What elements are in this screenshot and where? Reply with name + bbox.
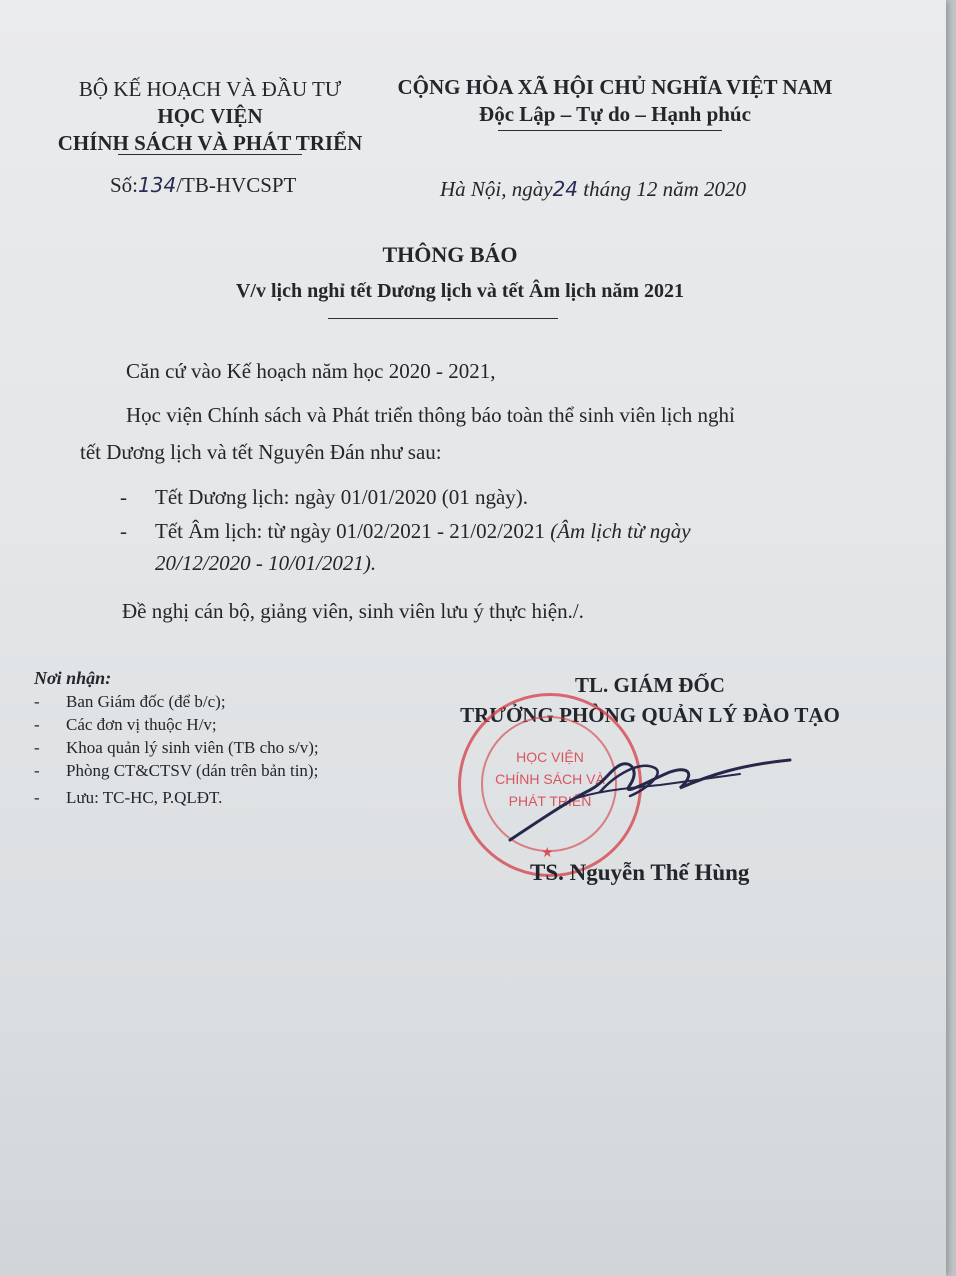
header-right — [380, 74, 850, 128]
nation-name: CỘNG HÒA XÃ HỘI CHỦ NGHĨA VIỆT NAM — [397, 75, 833, 99]
lunar-calendar-range: 20/12/2020 - 10/01/2021). — [155, 551, 377, 575]
document-title: THÔNG BÁO — [382, 242, 518, 267]
list-item-lunar-new-year — [155, 516, 691, 546]
recipient-item: - Lưu: TC-HC, P.QLĐT. — [34, 788, 223, 807]
date-day-handwritten: 24 — [552, 177, 579, 201]
subject-underline — [328, 318, 558, 319]
header-left-underline — [118, 154, 302, 155]
national-motto: Độc Lập – Tự do – Hạnh phúc — [479, 102, 751, 126]
date-prefix: Hà Nội, ngày — [440, 177, 553, 201]
recipients-list — [34, 690, 319, 809]
handwritten-signature — [480, 730, 800, 860]
seal-star-icon: ★ — [541, 844, 554, 860]
lunar-calendar-note: (Âm lịch từ ngày — [550, 519, 691, 543]
recipients-heading: Nơi nhận: — [34, 668, 112, 688]
signature-role-head: TRƯỞNG PHÒNG QUẢN LÝ ĐÀO TẠO — [460, 703, 840, 727]
institute-name: HỌC VIỆN — [157, 104, 263, 128]
list-item-solar-new-year: Tết Dương lịch: ngày 01/01/2020 (01 ngày). — [155, 485, 529, 509]
ministry-name: BỘ KẾ HOẠCH VÀ ĐẦU TƯ — [78, 77, 342, 101]
signatory-name: TS. Nguyễn Thế Hùng — [530, 860, 750, 885]
seal-line-2: CHÍNH SÁCH VÀ — [495, 771, 605, 787]
header-left — [40, 76, 380, 157]
number-handwritten: 134 — [138, 173, 177, 197]
date-suffix: tháng 12 năm 2020 — [583, 177, 747, 201]
issue-date — [440, 176, 746, 203]
recipients-block — [34, 666, 319, 809]
institute-full-name: CHÍNH SÁCH VÀ PHÁT TRIỂN — [57, 131, 363, 155]
motto-underline — [498, 130, 722, 131]
number-suffix: /TB-HVCSPT — [176, 173, 297, 197]
seal-line-1: HỌC VIỆN — [516, 749, 584, 765]
document-number — [110, 172, 296, 199]
recipient-item: - Ban Giám đốc (để b/c); — [34, 692, 226, 711]
list-dash-2: - — [120, 519, 127, 543]
recipient-item: - Các đơn vị thuộc H/v; — [34, 715, 217, 734]
seal-line-3: PHÁT TRIỂN — [508, 793, 592, 809]
body-closing: Đề nghị cán bộ, giảng viên, sinh viên lưu ý thực hiện./. — [122, 599, 584, 623]
list-dash-1: - — [120, 485, 127, 509]
body-para-basis: Căn cứ vào Kế hoạch năm học 2020 - 2021, — [126, 359, 496, 383]
body-para-announce-line1: Học viện Chính sách và Phát triển thông báo toàn thể sinh viên lịch nghỉ — [126, 403, 735, 427]
number-prefix: Số: — [110, 173, 139, 197]
recipient-item: - Phòng CT&CTSV (dán trên bản tin); — [34, 761, 319, 780]
recipient-item: - Khoa quản lý sinh viên (TB cho s/v); — [34, 738, 319, 757]
body-para-announce-line2: tết Dương lịch và tết Nguyên Đán như sau: — [80, 440, 442, 464]
document-subject: V/v lịch nghỉ tết Dương lịch và tết Âm lịch năm 2021 — [235, 280, 685, 302]
lunar-new-year-dates: Tết Âm lịch: từ ngày 01/02/2021 - 21/02/2021 — [155, 519, 545, 543]
signature-role-deputy: TL. GIÁM ĐỐC — [575, 673, 725, 697]
